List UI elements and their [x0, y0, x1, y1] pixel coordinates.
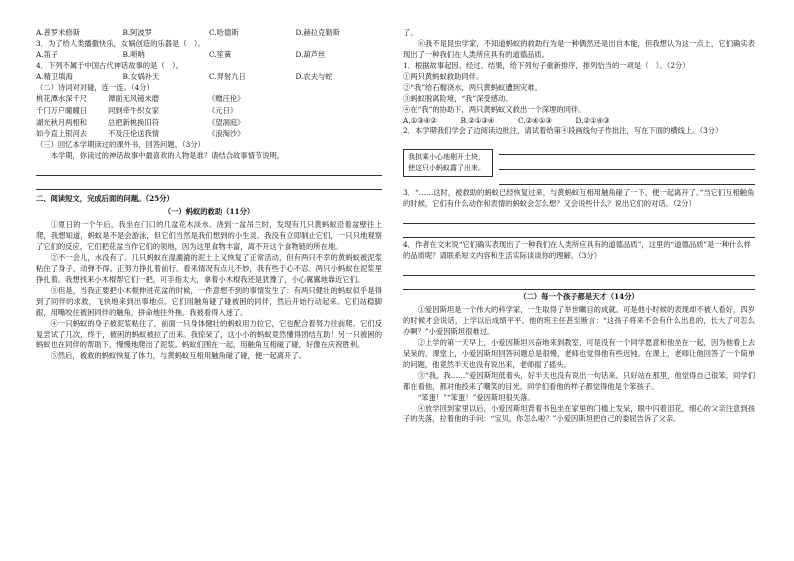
- option: D.赫拉克勒斯: [295, 28, 340, 37]
- carry-line: 了。: [403, 28, 418, 37]
- q1-item: ③蚂蚁脱离险境，“我”深受感动。: [403, 93, 513, 103]
- answer-line[interactable]: [499, 155, 755, 170]
- option: B.阿波罗: [122, 28, 153, 37]
- right-column: [403, 28, 755, 425]
- option: B.唢呐: [122, 49, 145, 59]
- passage2-title: （二）每一个孩子都是天才（14分）: [519, 292, 639, 302]
- answer-line[interactable]: [403, 226, 755, 238]
- left-column: [36, 28, 382, 362]
- answer-line[interactable]: [499, 170, 755, 185]
- poem-line-b: 不及汪伦送我情: [108, 129, 160, 139]
- poem-line-a: 桃花潭水深千尺: [36, 93, 88, 103]
- passage1-para: ①夏日的一个午后，我坐在门口的几盆花木淡水。浇到一盆吊兰时，发现有几只黄蚂蚁沿着盆壁往上爬，我想知道，蚂蚁是不是会游泳，但它们当然是我们想到的小生灵。我没有立即制止它们，一只只地观察了它们的反应，它们把花盆当作它们的领地，因为这里食物丰富，离不开这个食物链的所在地。: [36, 220, 382, 251]
- passage2-para: ③“我，我……”爱因斯坦低着头，好半天也没有说出一句话来。只好站在那里，他觉得自己很笨，同学们都在看他，都对他投来了嘲笑的目光。同学们看他的样子都觉得他是个笨孩子。: [403, 370, 755, 391]
- option: A.①③④②: [403, 115, 437, 125]
- poem-matching: [36, 94, 382, 141]
- poem-title: 《元日》: [208, 105, 238, 115]
- option: C.②④①③: [518, 115, 552, 125]
- q1-stem: 1．根据故事起因、经过、结果，给下列句子重新排序，排列恰当的一项是（ ）。（2分）: [403, 60, 690, 70]
- option: D.葫芦丝: [295, 49, 326, 59]
- q3-options: [36, 50, 382, 61]
- poem-line-a: 千门万户曈曈日: [36, 105, 88, 115]
- passage2-para: “笨蛋！”“笨蛋！”爱因斯坦很失落。: [417, 392, 535, 402]
- answer-line[interactable]: [36, 164, 382, 176]
- poem-line-a: 如今直上银河去: [36, 129, 88, 139]
- q3-stem: 3．“……这时，被救助的蚂蚁已经恢复过来，与黄蚂蚁互相用触角碰了一下，便一起离开了。”当它们互相触角的时候，它们有什么动作和表情的蚂蚁会怎么想？又会说些什么？说出它们的对话。（2分）: [403, 188, 755, 209]
- passage1-para: ⑤然后，被救的蚂蚁恢复了体力，与黄蚂蚁互相用触角碰了碰，便一起离开了。: [50, 351, 306, 361]
- passage1-title: （一）蚂蚁的救助（11分）: [163, 207, 255, 217]
- poem-title: 《赠汪伦》: [208, 93, 245, 103]
- passage2-para: ④放学回到家里以后，小爱因斯坦背着书包坐在家里的门槛上发呆，眼中闪着泪花，细心的父亲注意到孩子的失落，拉着他的手问：“宝贝，你怎么啦？”小爱因斯坦把自己的委屈告诉了父亲。: [403, 403, 755, 424]
- answer-line[interactable]: [403, 278, 755, 290]
- passage1-para: ③但是，当我正要把小木棍伸进花盆的时候，一件意想不到的事情发生了：有两只健壮的蚂蚁似乎是得到了同伴的求救，飞快地来到出事地点。它们用触角碰了碰被困的同伴，然后开始行动起来。它们站稳脚跟，用嘴咬住被困同伴的触角，拼命地往外拖。我被看得入迷了。: [36, 285, 382, 317]
- passage1-para: ④一只蚂蚁的身子被泥浆粘住了，前面一只身体健壮的蚂蚁用力拉它，它也配合着努力往前爬。它们反复尝试了几次，终于，被困的蚂蚁被拉了出来。我惊呆了，这小小的蚂蚁竟然懂得团结互助！另一只被困的蚂蚁也在同伴的帮助下，慢慢地爬出了泥浆。蚂蚁们围在一起，用触角互相碰了碰，好像在庆祝胜利。: [36, 318, 382, 350]
- answer-line[interactable]: [403, 264, 755, 276]
- q-prev-options: [36, 28, 382, 39]
- answer-line[interactable]: [403, 212, 755, 224]
- q1-item: ④在“我”的协助下，两只黄蚂蚁又救出一个深埋的同伴。: [403, 104, 586, 114]
- answer-line[interactable]: [499, 140, 755, 155]
- q4-options: [36, 72, 382, 83]
- option: A.精卫填海: [36, 71, 73, 81]
- option: C.羿射九日: [209, 71, 246, 81]
- option: D.②①④③: [575, 115, 610, 125]
- passage2-para: ①爱因斯坦是一个伟大的科学家，一生取得了举世瞩目的成就。可是他小时候的表现却不被人看好，四岁的时候才会说话，上学以后成绩平平。他的班主任甚至断言：“这孩子将来不会有什么出息的，长大了可怎么办啊？”小爱因斯坦很难过。: [403, 305, 755, 336]
- option: B.女娲补天: [122, 71, 160, 81]
- q1-item: ①两只黄蚂蚁救助同伴。: [403, 71, 484, 81]
- q3-stem: 3．为了给人类播撒快乐，女娲创造的乐器是（ ）。: [36, 38, 205, 48]
- answer-line[interactable]: [36, 178, 382, 190]
- recall-heading: （三）回忆本学期读过的课外书，回答问题。（3分）: [36, 140, 205, 150]
- poem-line-a: 湖光秋月两相和: [36, 117, 88, 127]
- option: C.哈德斯: [209, 28, 239, 37]
- poem-heading: （二）诗词对对碰，连一连。（4分）: [36, 82, 154, 92]
- q2-stem: 2．本学期我们学会了边阅读边批注，请试着给第④段画线句子作批注，写在下面的横线上。（3分）: [403, 126, 723, 136]
- option: C.笙簧: [209, 49, 232, 59]
- section2-title: 二、阅读短文，完成后面的问题。（25分）: [36, 194, 174, 204]
- q4-stem: 4．下列不属于中国古代神话故事的是（ ）。: [36, 60, 183, 70]
- q1-options: [403, 116, 633, 127]
- recall-prompt: 本学期，你读过的神话故事中最喜欢的人物是谁？请结合故事情节说明。: [50, 151, 285, 161]
- poem-line-b: 谭面无风镜未磨: [108, 93, 160, 103]
- q4-stem: 4．作者在文末说“它们确实表现出了一种我们在人类所应具有的道德品质”，这里的“道德品质”是一种什么样的品质呢？请联系短文内容和生活实际谈谈你的理解。（3分）: [403, 240, 751, 261]
- option: B.②①③④: [460, 115, 495, 125]
- quoted-sentence: 我拱乘小心地剔开土块，使这只小蚂蚁露了出来。: [403, 149, 493, 177]
- passage1-para6: ⑥我不是昆虫学家，不知道蚂蚁的救助行为是一种偶然还是出自本能，但我想认为这一点上，它们确实表现出了一种我们在人类所应具有的道德品质。: [403, 38, 755, 59]
- poem-title: 《望洞庭》: [208, 117, 245, 127]
- option: A.笛子: [36, 49, 59, 59]
- annotation-area: [403, 140, 755, 185]
- q1-item: ②“我”给石榴浇水，两只黄蚂蚁遭到灾难。: [403, 82, 542, 92]
- passage1-para: ②不一会儿，水没有了。几只蚂蚁在湿漉漉的泥土上又恢复了正常活动，但有两只不幸的黄蚂蚁被泥浆粘住了身子，动弹不得。正努力挣扎着前行。看来情况有点儿不妙，我有些于心不忍。两只小蚂蚁在泥浆里挣扎着。我想找来小木棍帮它们一把，可手指太大，拿着小木棍我还是犹豫了，小心翼翼地靠近它们。: [36, 252, 382, 284]
- annotation-lines[interactable]: [499, 140, 755, 185]
- poem-line-b: 总把新桃换旧符: [108, 117, 160, 127]
- poem-line-b: 同到牵牛织女家: [108, 105, 160, 115]
- option: A.普罗米修斯: [36, 28, 81, 37]
- poem-title: 《浪淘沙》: [208, 129, 245, 139]
- passage2-para: ②上学的第一天早上，小爱因斯坦兴奋地来到教室，可是没有一个同学愿意和他坐在一起，因为他看上去呆呆的。课堂上，小爱因斯坦回答问题总是很慢，老师也觉得他有些迟钝。在课上，老师让他回答了一个简单的问题，他竟然半天也没有说出来，老师摇了摇头。: [403, 337, 755, 369]
- option: D.农夫与蛇: [295, 71, 333, 81]
